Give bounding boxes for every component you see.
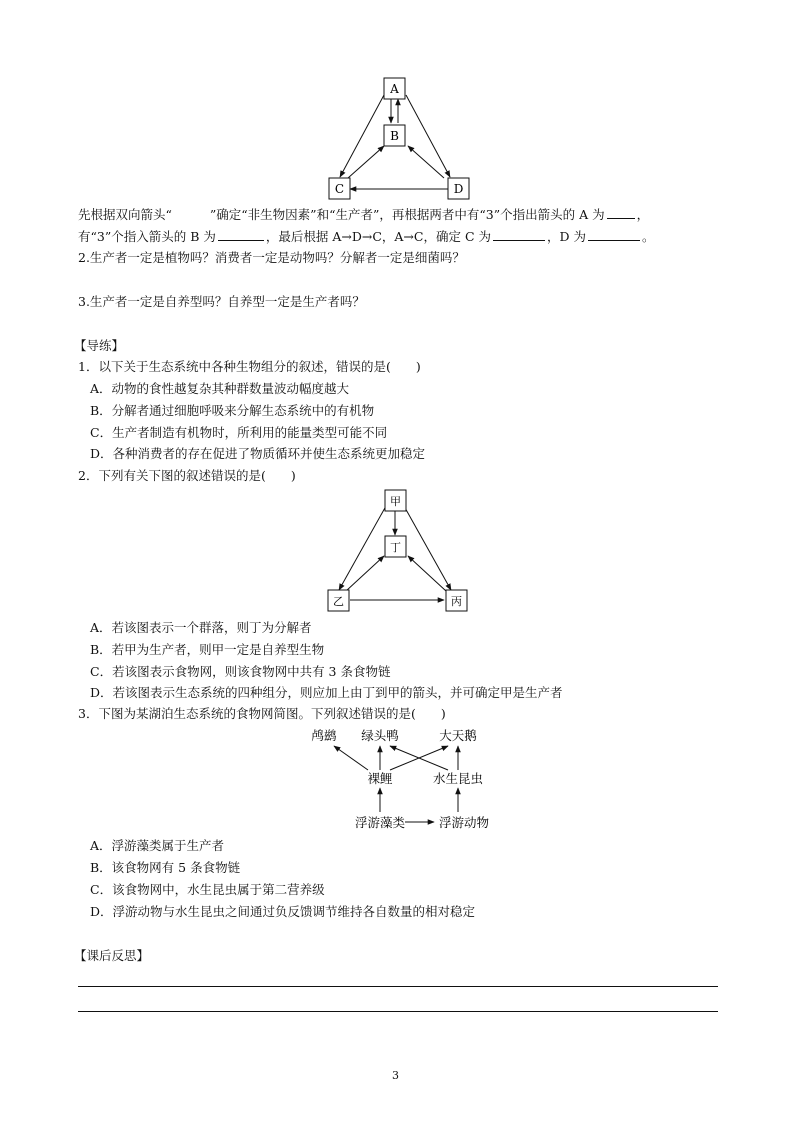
node-jia: [385, 490, 406, 511]
svg-text:丙: 丙: [451, 595, 462, 608]
blank-c[interactable]: [493, 228, 545, 241]
svg-text:D: D: [453, 182, 464, 196]
question-2: 2.生产者一定是植物吗？消费者一定是动物吗？分解者一定是细菌吗？: [78, 250, 465, 265]
node-dong: 浮游动物: [438, 815, 490, 830]
node-d: [448, 178, 469, 199]
p2-option-c: C．若该图表示食物网，则该食物网中共有 3 条食物链: [90, 664, 391, 679]
p3-option-c: C．该食物网中，水生昆虫属于第二营养级: [90, 882, 325, 897]
p1-option-b: B．分解者通过细胞呼吸来分解生态系统中的有机物: [90, 403, 375, 418]
reflection-line-2[interactable]: [78, 1011, 718, 1012]
p3-option-d: D．浮游动物与水生昆虫之间通过负反馈调节维持各自数量的相对稳定: [90, 904, 476, 919]
blank-a[interactable]: [607, 206, 635, 219]
p1-option-a: A．动物的食性越复杂其种群数量波动幅度越大: [90, 381, 350, 396]
svg-text:A: A: [390, 82, 399, 96]
node-c: [329, 178, 350, 199]
node-b: [384, 125, 405, 146]
p1-stem: 1．以下关于生态系统中各种生物组分的叙述，错误的是( ): [78, 359, 421, 374]
intro-line-2: 有“3”个指入箭头的 B 为 ，最后根据 A→D→C，A→C，确定 C 为 ，D 为 。: [78, 229, 655, 244]
svg-text:丁: 丁: [390, 541, 401, 554]
p3-option-b: B．该食物网有 5 条食物链: [90, 860, 241, 875]
reflection-line-1[interactable]: [78, 986, 718, 987]
p3-stem: 3．下图为某湖泊生态系统的食物网简图。下列叙述错误的是( ): [78, 706, 446, 721]
section-reflection-heading: 【课后反思】: [74, 948, 150, 963]
blank-d[interactable]: [588, 228, 640, 241]
p3-option-a: A．浮游藻类属于生产者: [90, 838, 225, 853]
section-practice-heading: 【导练】: [74, 338, 125, 353]
p2-option-a: A．若该图表示一个群落，则丁为分解者: [90, 620, 312, 635]
node-bing: [446, 590, 467, 611]
svg-text:B: B: [390, 129, 399, 143]
svg-text:甲: 甲: [390, 495, 401, 508]
p2-stem: 2．下列有关下图的叙述错误的是( ): [78, 468, 296, 483]
node-a: [384, 78, 405, 99]
node-lu: 鸬鹚: [311, 728, 337, 743]
p1-option-d: D．各种消费者的存在促进了物质循环并使生态系统更加稳定: [90, 446, 426, 461]
p2-option-b: B．若甲为生产者，则甲一定是自养型生物: [90, 642, 325, 657]
food-web-diagram: [290, 722, 510, 834]
abcd-diagram: [320, 70, 480, 202]
node-shui: 水生昆虫: [432, 771, 484, 786]
question-3: 3.生产者一定是自养型吗？自养型一定是生产者吗？: [78, 294, 365, 309]
node-da: 大天鹅: [439, 728, 477, 743]
svg-text:乙: 乙: [333, 595, 344, 608]
page-number: 3: [392, 1069, 399, 1082]
node-zao: 浮游藻类: [354, 815, 406, 830]
node-lv: 绿头鸭: [361, 728, 399, 743]
blank-b[interactable]: [218, 228, 264, 241]
p2-option-d: D．若该图表示生态系统的四种组分，则应加上由丁到甲的箭头，并可确定甲是生产者: [90, 685, 563, 700]
node-luoli: 裸鲤: [367, 771, 393, 786]
intro-line-1: 先根据双向箭头“ ”确定“非生物因素”和“生产者”，再根据两者中有“3”个指出箭头的 A 为 ，: [78, 207, 650, 222]
svg-text:C: C: [334, 182, 345, 196]
p1-option-c: C．生产者制造有机物时，所利用的能量类型可能不同: [90, 425, 388, 440]
node-yi: [328, 590, 349, 611]
node-ding: [385, 536, 406, 557]
jia-ding-yi-bing-diagram: [320, 484, 480, 614]
